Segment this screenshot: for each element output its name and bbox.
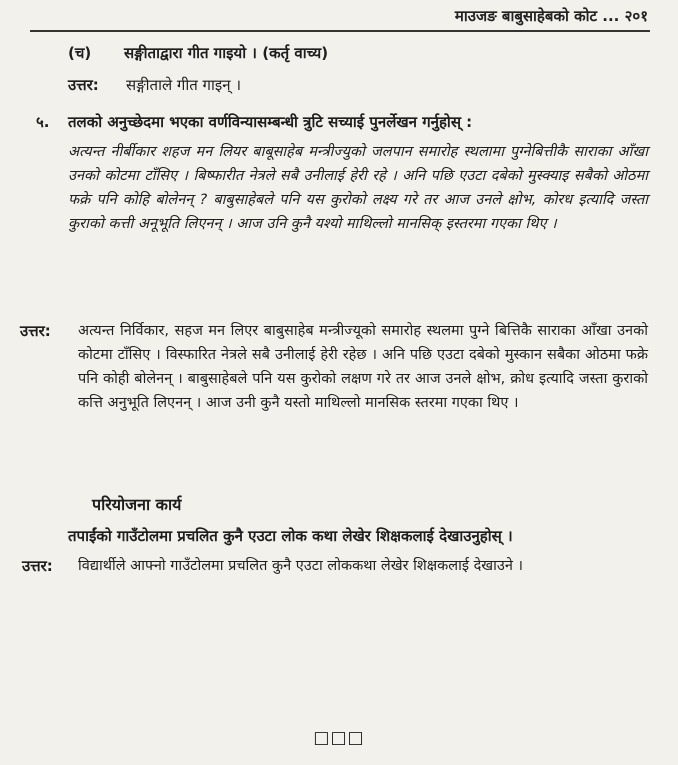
item-cha-answer-label: उत्तर:	[68, 76, 99, 94]
project-heading: परियोजना कार्य	[92, 495, 182, 514]
project-task: तपाईंको गाउँटोलमा प्रचलित कुनै एउटा लोक कथा लेखेर शिक्षकलाई देखाउनुहोस् ।	[68, 527, 513, 545]
erroneous-passage: अत्यन्त नीर्बीकार शहज मन लियर बाबूसाहेब मन्त्रीज्युको जलपान समारोह स्थलामा पुग्नेबित्तीकै साराका आँखा उनको कोटमा टाँसिए । बिष्फारीत नेत्रले सबै उनीलाई हेरी रहे । अनि पछि एउटा दबेको मुस्क्याइ सबैको ओठमा फक्रे पनि कोहि बोलेनन् ? बाबुसाहेबले पनि यस कुरोको लक्ष्य गरे तर आज उनले क्षोभ, कोरध इत्यादि जस्ता कुराको कत्ती अनूभूति लिएनन् । आज उनि कुनै यश्यो माथिल्लो मानसिक् इस्तरमा गएका थिए ।	[68, 144, 648, 232]
end-mark: □□□	[313, 728, 365, 748]
running-header: माउजङ बाबुसाहेबको कोट ... २०१	[454, 7, 648, 25]
project-answer-label: उत्तर:	[22, 557, 53, 575]
answer-label: उत्तर:	[20, 322, 51, 340]
header-rule	[30, 30, 650, 32]
item-cha-marker: (च)	[68, 44, 92, 62]
question-number: ५.	[36, 113, 50, 131]
project-answer: विद्यार्थीले आफ्नो गाउँटोलमा प्रचलित कुनै एउटा लोककथा लेखेर शिक्षकलाई देखाउने ।	[78, 558, 524, 574]
item-cha-question: सङ्गीताद्वारा गीत गाइयो । (कर्तृ वाच्य)	[124, 44, 329, 62]
question-instruction: तलको अनुच्छेदमा भएका वर्णविन्यासम्बन्धी त्रुटि सच्याई पुनर्लेखन गर्नुहोस् :	[68, 113, 473, 131]
item-cha-answer: सङ्गीताले गीत गाइन् ।	[126, 76, 242, 94]
corrected-passage: अत्यन्त निर्विकार, सहज मन लिएर बाबुसाहेब मन्त्रीज्यूको समारोह स्थलमा पुग्ने बित्तिकै साराका आँखा उनको कोटमा टाँसिए । विस्फारित नेत्रले सबै उनीलाई हेरी रहेछ । अनि पछि एउटा दबेको मुस्कान सबैका ओठमा फक्रे पनि कोही बोलेनन् । बाबुसाहेबले पनि यस कुरोको लक्षण गरे तर आज उनले क्षोभ, क्रोध इत्यादि जस्ता कुराको कत्ति अनुभूति लिएनन् । आज उनी कुनै यस्तो माथिल्लो मानसिक स्तरमा गएका थिए ।	[78, 323, 648, 411]
